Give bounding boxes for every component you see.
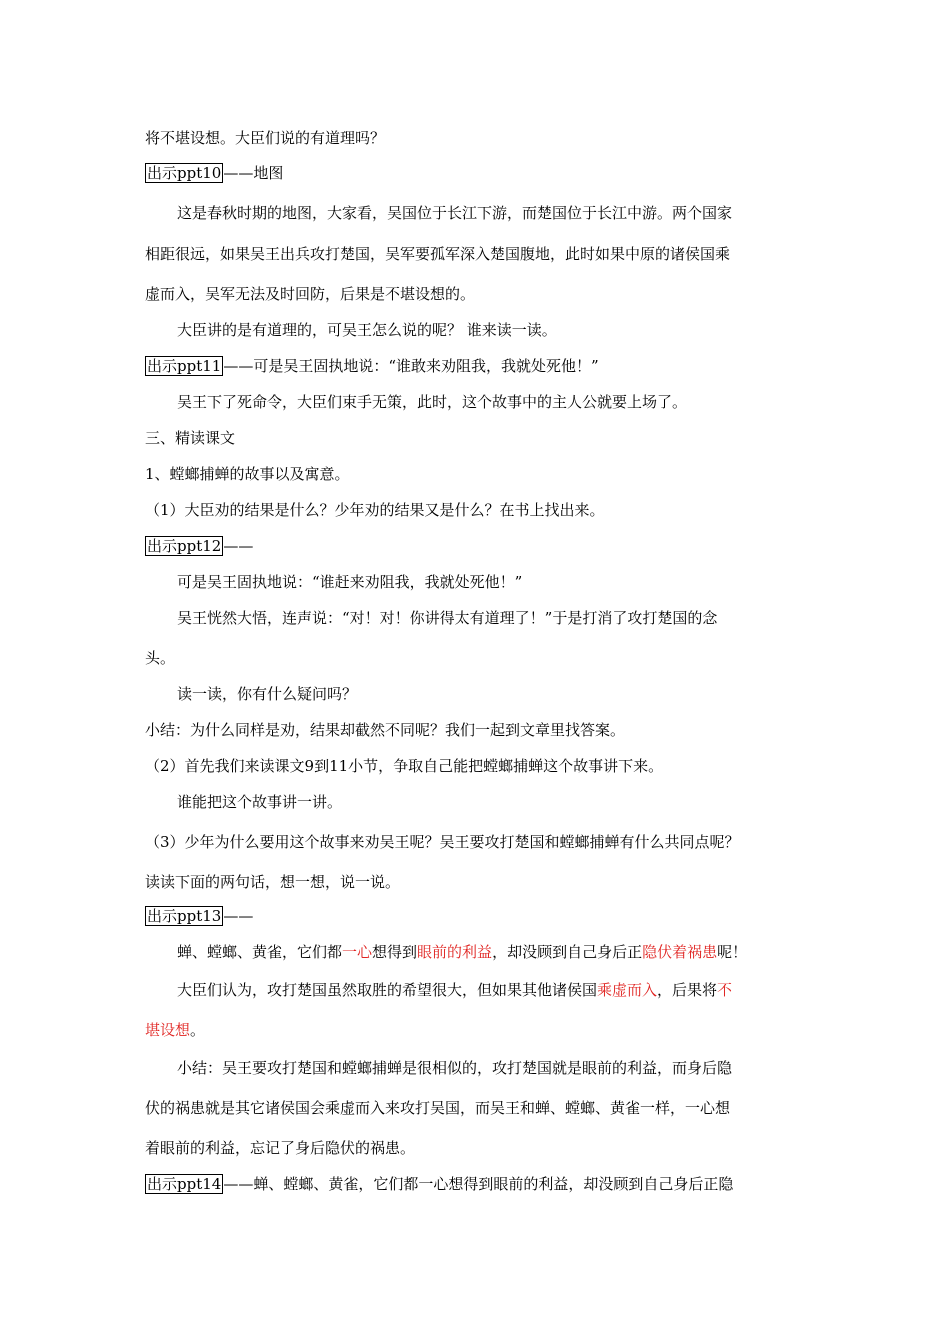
text-line: 读一读，你有什么疑问吗？ (177, 685, 358, 703)
slide-label-box: 出示ppt10 (147, 164, 222, 182)
highlight-text: 乘虚而入 (597, 981, 658, 999)
highlight-text: 隐伏着祸患 (642, 943, 718, 961)
text-line: 吴王下了死命令，大臣们束手无策，此时，这个故事中的主人公就要上场了。 (177, 393, 688, 411)
slide-label-box: 出示ppt11 (147, 357, 222, 375)
text-line: 相距很远，如果吴王出兵攻打楚国，吴军要孤军深入楚国腹地，此时如果中原的诸侯国乘 (145, 245, 731, 263)
slide-reference-line: 出示ppt13 —— (147, 907, 254, 925)
subsection-heading: 1、螳螂捕蝉的故事以及寓意。 (145, 465, 350, 483)
text-line: 吴王恍然大悟，连声说：“对！对！你讲得太有道理了！”于是打消了攻打楚国的念 (177, 609, 718, 627)
slide-label-box: 出示ppt12 (147, 537, 222, 555)
slide-reference-line: 出示ppt10 ——地图 (147, 164, 284, 182)
highlighted-sentence: 大臣们认为，攻打楚国虽然取胜的希望很大，但如果其他诸侯国乘虚而入，后果将不 (177, 981, 733, 999)
slide-reference-line: 出示ppt11 ——可是吴王固执地说：“谁敢来劝阻我，我就处死他！” (147, 357, 599, 375)
text-line: 头。 (145, 649, 176, 667)
question-line: （3）少年为什么要用这个故事来劝吴王呢？吴王要攻打楚国和螳螂捕蝉有什么共同点呢？ (145, 833, 740, 851)
text-line: 伏的祸患就是其它诸侯国会乘虚而入来攻打吴国，而吴王和蝉、螳螂、黄雀一样，一心想 (145, 1099, 731, 1117)
text-line: 大臣讲的是有道理的，可吴王怎么说的呢？ 谁来读一读。 (177, 321, 557, 339)
highlight-text: 一心 (342, 943, 373, 961)
text-line: 谁能把这个故事讲一讲。 (177, 793, 343, 811)
summary-line: 小结：吴王要攻打楚国和螳螂捕蝉是很相似的，攻打楚国就是眼前的利益，而身后隐 (177, 1059, 733, 1077)
text-line: 可是吴王固执地说：“谁赶来劝阻我，我就处死他！” (177, 573, 523, 591)
text-line: 读读下面的两句话，想一想，说一说。 (145, 873, 401, 891)
slide-reference-line: 出示ppt12 —— (147, 537, 254, 555)
text-line: 虚而入，吴军无法及时回防，后果是不堪设想的。 (145, 285, 476, 303)
highlighted-sentence: 堪设想。 (145, 1021, 206, 1039)
question-line: （1）大臣劝的结果是什么？少年劝的结果又是什么？在书上找出来。 (145, 501, 605, 519)
slide-label-box: 出示ppt14 (147, 1175, 222, 1193)
text-line: 这是春秋时期的地图，大家看，吴国位于长江下游，而楚国位于长江中游。两个国家 (177, 204, 733, 222)
section-heading: 三、精读课文 (145, 429, 236, 447)
highlight-text: 不 (717, 981, 733, 999)
slide-reference-line: 出示ppt14 ——蝉、螳螂、黄雀，它们都一心想得到眼前的利益，却没顾到自己身后正隐 (147, 1175, 734, 1193)
text-line: 将不堪设想。大臣们说的有道理吗？ (145, 129, 386, 147)
highlight-text: 堪设想 (145, 1021, 191, 1039)
highlighted-sentence: 蝉、螳螂、黄雀，它们都一心想得到眼前的利益，却没顾到自己身后正隐伏着祸患呢！ (177, 943, 748, 961)
text-line: 着眼前的利益，忘记了身后隐伏的祸患。 (145, 1139, 416, 1157)
question-line: （2）首先我们来读课文9到11小节，争取自己能把螳螂捕蝉这个故事讲下来。 (145, 757, 664, 775)
summary-line: 小结：为什么同样是劝，结果却截然不同呢？我们一起到文章里找答案。 (145, 721, 626, 739)
slide-label-box: 出示ppt13 (147, 907, 222, 925)
highlight-text: 眼前的利益 (417, 943, 493, 961)
